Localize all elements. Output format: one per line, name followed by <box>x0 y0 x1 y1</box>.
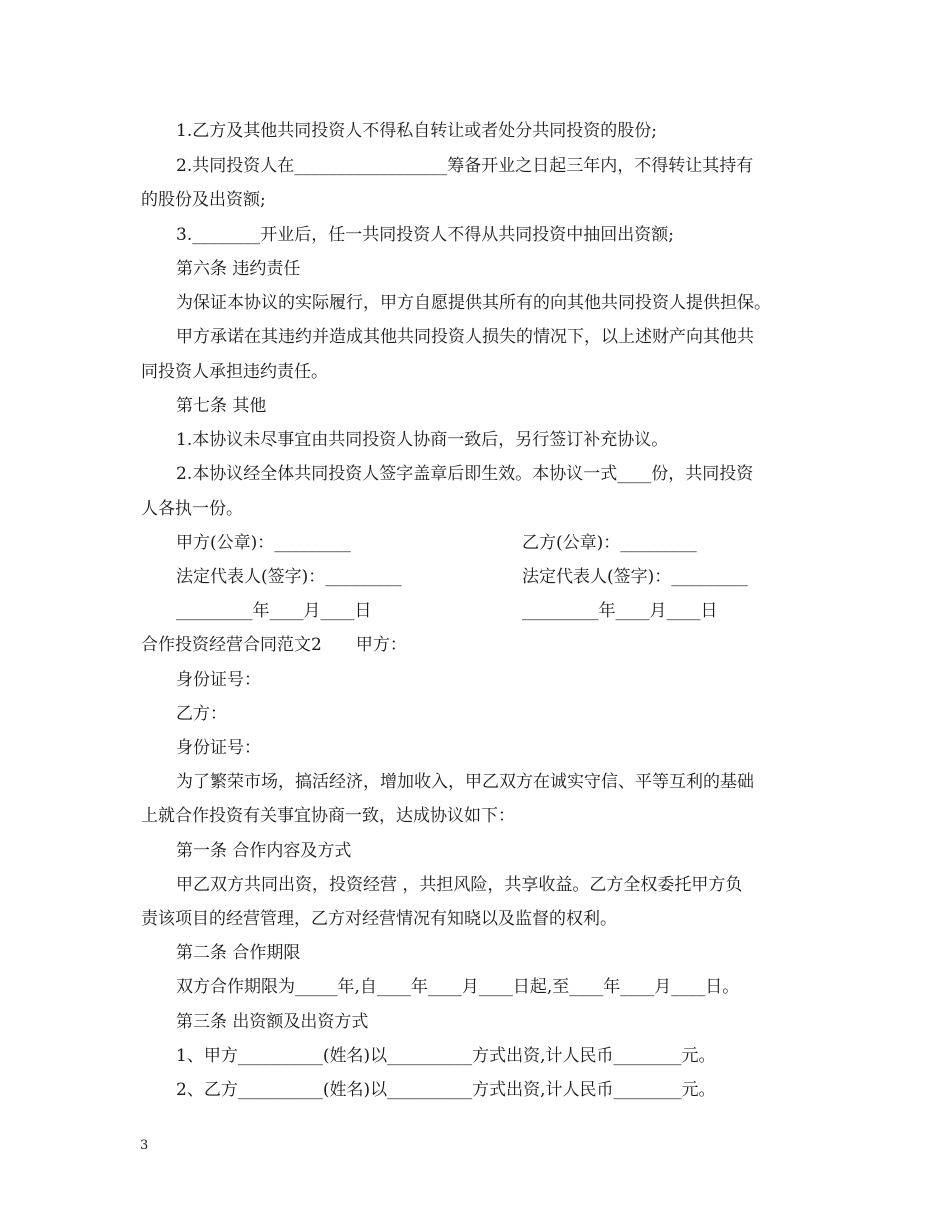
party-a-date: _________年____月____日 <box>176 601 372 621</box>
art2-text: 双方合作期限为_____年,自____年____月____日起,至____年____月____日。 <box>176 977 740 997</box>
art3-heading: 第三条 出资额及出资方式 <box>176 1012 369 1032</box>
article7-item2-line1: 2.本协议经全体共同投资人签字盖章后即生效。本协议一式____份，共同投资 <box>176 464 754 484</box>
page-number: 3 <box>140 1138 149 1153</box>
article6-para2-line2: 同投资人承担违约责任。 <box>141 362 328 382</box>
intro-line2: 上就合作投资有关事宜协商一致，达成协议如下： <box>141 806 515 826</box>
article7-item2-line2: 人各执一份。 <box>141 499 243 519</box>
art3-item1: 1、甲方__________(姓名)以__________方式出资,计人民币________元。 <box>176 1046 716 1066</box>
art3-item2: 2、乙方__________(姓名)以__________方式出资,计人民币________元。 <box>176 1080 716 1100</box>
contract2-title: 合作投资经营合同范文2 甲方： <box>141 635 407 655</box>
art2-heading: 第二条 合作期限 <box>176 943 301 963</box>
article7-item1: 1.本协议未尽事宜由共同投资人协商一致后，另行签订补充协议。 <box>176 430 669 450</box>
party-a-representative: 法定代表人(签字)：_________ <box>176 567 402 587</box>
art1-line1: 甲乙双方共同出资，投资经营 ，共担风险，共享收益。乙方全权委托甲方负 <box>176 875 743 895</box>
article5-item2-line1: 2.共同投资人在__________________筹备开业之日起三年内，不得转让其持有 <box>176 156 754 176</box>
article6-heading: 第六条 违约责任 <box>176 259 301 279</box>
party-a-id-label: 身份证号： <box>176 670 261 690</box>
art1-line2: 责该项目的经营管理，乙方对经营情况有知晓以及监督的权利。 <box>141 909 617 929</box>
article5-item3: 3.________开业后，任一共同投资人不得从共同投资中抽回出资额; <box>176 225 674 245</box>
article7-heading: 第七条 其他 <box>176 396 267 416</box>
article5-item1: 1.乙方及其他共同投资人不得私自转让或者处分共同投资的股份; <box>176 121 657 141</box>
intro-line1: 为了繁荣市场，搞活经济，增加收入，甲乙双方在诚实守信、平等互利的基础 <box>176 772 754 792</box>
art1-heading: 第一条 合作内容及方式 <box>176 841 352 861</box>
party-a-seal: 甲方(公章)：_________ <box>176 533 351 553</box>
party-b-seal: 乙方(公章)：_________ <box>522 533 697 553</box>
article6-para1: 为保证本协议的实际履行，甲方自愿提供其所有的向其他共同投资人提供担保。 <box>176 293 771 313</box>
party-b-label: 乙方： <box>176 704 227 724</box>
party-b-date: _________年____月____日 <box>522 601 718 621</box>
party-b-representative: 法定代表人(签字)：_________ <box>522 567 748 587</box>
article6-para2-line1: 甲方承诺在其违约并造成其他共同投资人损失的情况下，以上述财产向其他共 <box>176 327 754 347</box>
party-b-id-label: 身份证号： <box>176 738 261 758</box>
article5-item2-line2: 的股份及出资额; <box>141 190 266 210</box>
